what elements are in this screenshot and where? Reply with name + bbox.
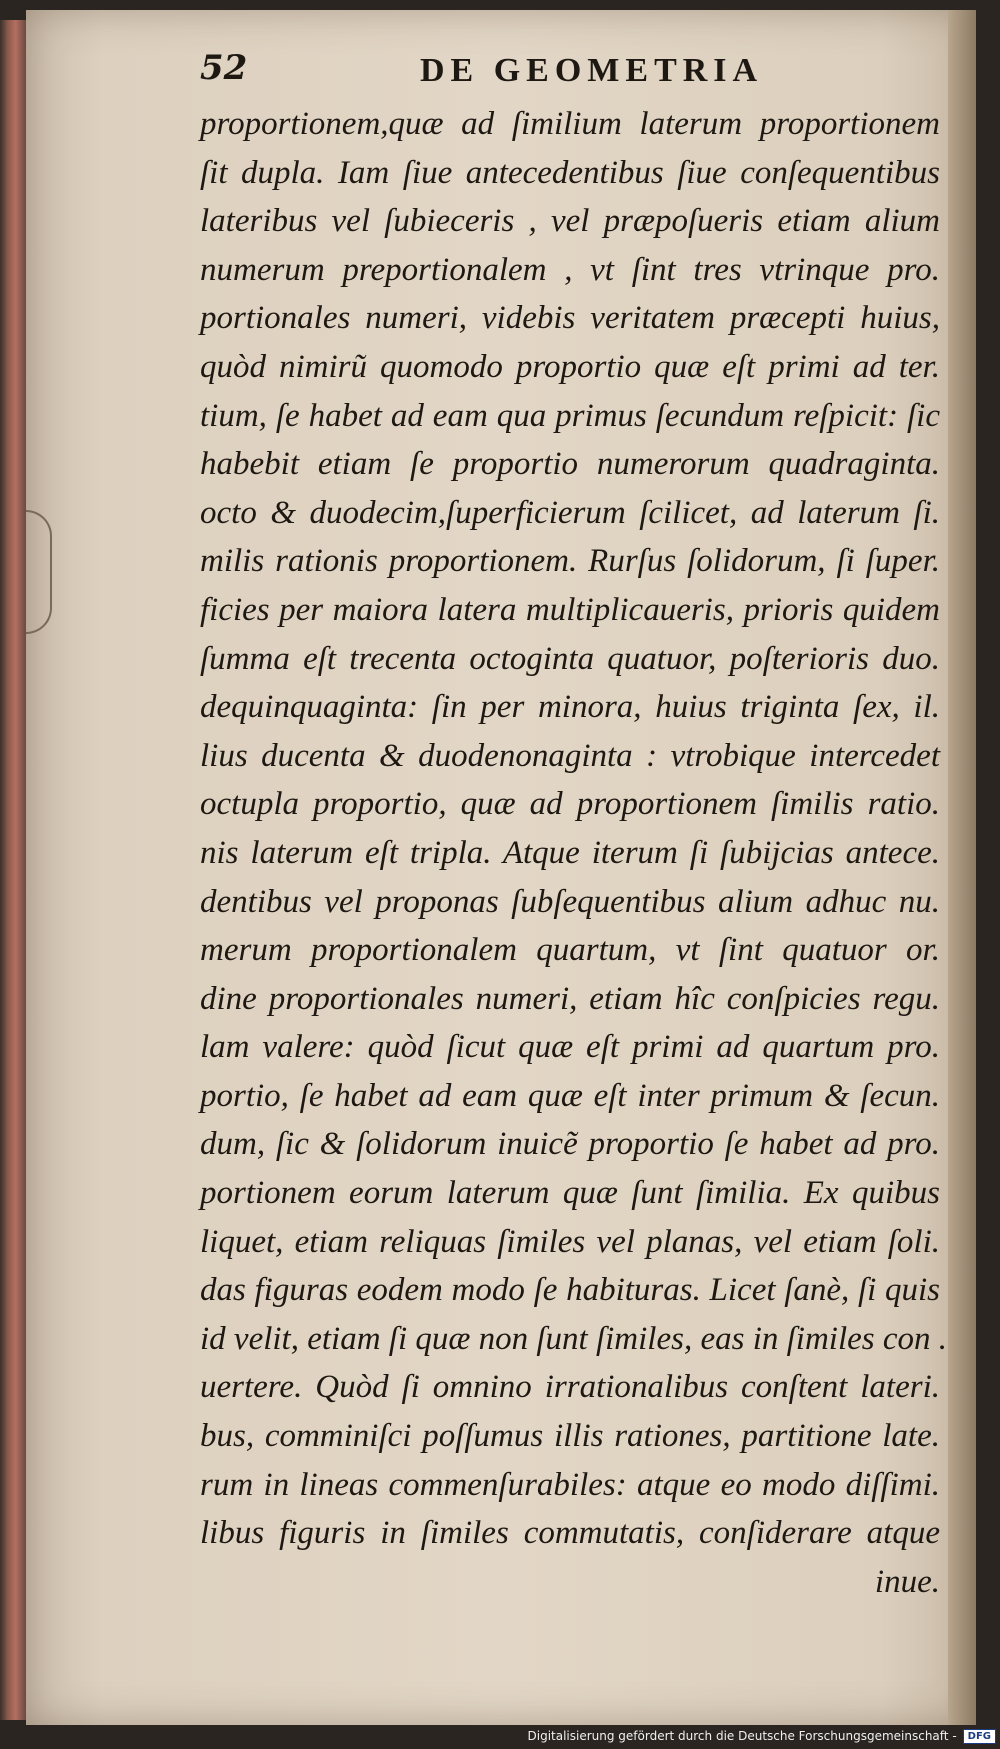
text-line: nis laterum eſt tripla. Atque iterum ſi ſubijcias antece.: [200, 834, 940, 871]
text-line: ſit dupla. Iam ſiue antecedentibus ſiue conſequentibus: [200, 154, 940, 191]
footer-credit: Digitalisierung gefördert durch die Deutsche Forschungsgemeinschaft -: [527, 1729, 957, 1743]
text-line: portionales numeri, videbis veritatem præcepti huius,: [200, 300, 940, 337]
page-header: [200, 48, 940, 98]
text-line: id velit, etiam ſi quæ non ſunt ſimiles, eas in ſimiles con .: [200, 1320, 948, 1357]
page-number: 52: [200, 48, 248, 88]
text-line: lius ducenta & duodenonaginta : vtrobique intercedet: [200, 737, 940, 774]
text-line: uertere. Quòd ſi omnino irrationalibus conſtent lateri.: [200, 1369, 940, 1406]
text-line: lam valere: quòd ſicut quæ eſt primi ad quartum pro.: [200, 1029, 940, 1066]
text-line: das figuras eodem modo ſe habituras. Licet ſanè, ſi quis: [200, 1272, 940, 1309]
text-line: quòd nimirũ quomodo proportio quæ eſt primi ad ter.: [200, 348, 940, 385]
text-line: ſumma eſt trecenta octoginta quatuor, poſterioris duo.: [200, 640, 940, 677]
text-line: octo & duodecim,ſuperficierum ſcilicet, ad laterum ſi.: [200, 494, 940, 531]
text-line: milis rationis proportionem. Rurſus ſolidorum, ſi ſuper.: [200, 543, 940, 580]
text-line: bus, comminiſci poſſumus illis rationes, partitione late.: [200, 1418, 940, 1455]
text-line: dum, ſic & ſolidorum inuicẽ proportio ſe habet ad pro.: [200, 1126, 940, 1163]
text-line: libus figuris in ſimiles commutatis, conſiderare atque: [200, 1515, 940, 1552]
text-line: lateribus vel ſubieceris , vel præpoſueris etiam alium: [200, 203, 940, 240]
text-line: liquet, etiam reliquas ſimiles vel planas, vel etiam ſoli.: [200, 1223, 940, 1260]
text-line: dequinquaginta: ſin per minora, huius triginta ſex, il.: [200, 689, 940, 726]
text-line: octupla proportio, quæ ad proportionem ſimilis ratio.: [200, 786, 940, 823]
text-line: ficies per maiora latera multiplicaueris, prioris quidem: [200, 591, 940, 628]
dfg-logo: DFG: [963, 1729, 996, 1744]
text-line: dine proportionales numeri, etiam hîc conſpicies regu.: [200, 980, 940, 1017]
text-line: portio, ſe habet ad eam quæ eſt inter primum & ſecun.: [200, 1077, 940, 1114]
footer: [528, 1725, 997, 1747]
text-line: numerum preportionalem , vt ſint tres vtrinque pro.: [200, 251, 940, 288]
book-edge: [0, 20, 26, 1720]
text-line: inue.: [874, 1563, 940, 1600]
body-text: [200, 100, 948, 1606]
text-line: portionem eorum laterum quæ ſunt ſimilia. Ex quibus: [200, 1175, 940, 1212]
text-line: merum proportionalem quartum, vt ſint quatuor or.: [200, 932, 940, 969]
text-line: tium, ſe habet ad eam qua primus ſecundum reſpicit: ſic: [200, 397, 940, 434]
text-line: proportionem,quæ ad ſimilium laterum proportionem: [200, 106, 940, 142]
text-line: habebit etiam ſe proportio numerorum quadraginta.: [200, 446, 940, 483]
clasp-mark: [26, 510, 52, 634]
page-fore-edge: [948, 10, 976, 1725]
text-line: dentibus vel proponas ſubſequentibus alium adhuc nu.: [200, 883, 940, 920]
text-line: rum in lineas commenſurabiles: atque eo modo diſſimi.: [200, 1466, 940, 1503]
running-head: DE GEOMETRIA: [420, 52, 764, 89]
